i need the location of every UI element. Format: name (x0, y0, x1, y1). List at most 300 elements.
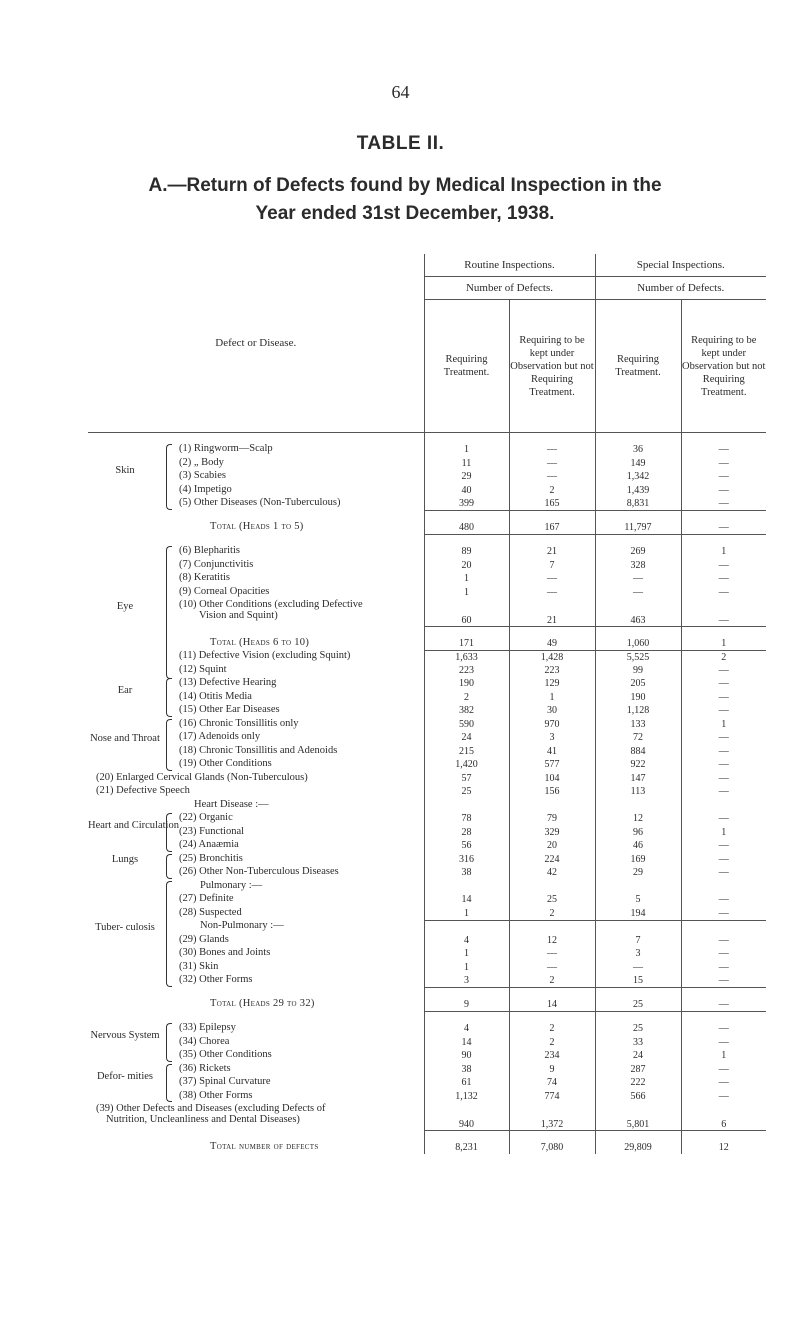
value-st: 147 (595, 772, 681, 786)
table-row (88, 497, 766, 511)
value-ro (509, 880, 595, 894)
value-rt: 1 (424, 961, 509, 975)
table-row (88, 457, 766, 471)
value-ro: 42 (509, 866, 595, 880)
value-so: — (681, 457, 766, 471)
defect-label-text: Pulmonary :— (200, 879, 263, 891)
defect-label (179, 691, 424, 702)
defect-label-cell (88, 785, 424, 799)
defect-label-text: (10) Other Conditions (excluding Defective (179, 599, 363, 610)
value-so: — (681, 731, 766, 745)
routine-inspections-header: Routine Inspections. (424, 254, 595, 277)
defect-label-cell (88, 907, 424, 921)
value-rt: 14 (424, 1036, 509, 1050)
defect-label-text: (24) Anaæmia (179, 839, 239, 850)
value-so: 1 (681, 637, 766, 651)
value-so: — (681, 785, 766, 799)
value-st: 96 (595, 826, 681, 840)
defect-column-header: Defect or Disease. (88, 254, 424, 433)
value-rt: 40 (424, 484, 509, 498)
value-st: 1,060 (595, 637, 681, 651)
defect-label-text: (39) Other Defects and Diseases (excluding Defects of (96, 1103, 326, 1114)
value-so: — (681, 853, 766, 867)
defect-label (179, 664, 424, 675)
value-so: — (681, 559, 766, 573)
defect-label-cell (88, 1141, 424, 1155)
defect-label-cell (88, 1049, 424, 1063)
defect-label-text: (32) Other Forms (179, 974, 253, 985)
defect-label-cell (88, 470, 424, 484)
total-row (88, 521, 766, 535)
defect-label (179, 934, 424, 945)
defect-label-cell (88, 772, 424, 786)
value-ro: 129 (509, 677, 595, 691)
value-ro: 49 (509, 637, 595, 651)
defect-label-text: (16) Chronic Tonsillitis only (179, 717, 299, 729)
value-so: — (681, 470, 766, 484)
table-row (88, 866, 766, 880)
value-ro: 970 (509, 718, 595, 732)
total-row (88, 637, 766, 651)
value-so: — (681, 974, 766, 988)
value-st: 3 (595, 947, 681, 961)
defect-label (179, 866, 424, 877)
defect-label-text: (18) Chronic Tonsillitis and Adenoids (179, 744, 338, 756)
value-so: — (681, 934, 766, 948)
value-rt: 8,231 (424, 1141, 509, 1155)
value-ro: 20 (509, 839, 595, 853)
value-rt: 1,420 (424, 758, 509, 772)
value-st: 99 (595, 664, 681, 678)
value-ro: 577 (509, 758, 595, 772)
value-rt: 14 (424, 893, 509, 907)
value-rt: 1 (424, 947, 509, 961)
defect-label-cell (88, 866, 424, 880)
table-row (88, 1036, 766, 1050)
defect-label (179, 545, 424, 556)
defect-label (179, 1022, 424, 1033)
defect-label-cell (88, 758, 424, 772)
value-so: — (681, 1036, 766, 1050)
value-st (595, 920, 681, 934)
value-st: 11,797 (595, 521, 681, 535)
table-row (88, 934, 766, 948)
group-label-heart: Heart and Circulation (88, 820, 179, 832)
defect-label-cell (88, 934, 424, 948)
value-rt: 215 (424, 745, 509, 759)
total-label: Total (Heads 6 to 10) (210, 636, 310, 648)
value-st (595, 880, 681, 894)
value-ro: 165 (509, 497, 595, 511)
defect-label (200, 920, 424, 931)
value-st: 15 (595, 974, 681, 988)
value-st: 269 (595, 545, 681, 559)
value-so: 2 (681, 650, 766, 664)
value-st: 194 (595, 907, 681, 921)
value-rt: 56 (424, 839, 509, 853)
defect-label (179, 650, 424, 661)
table-row (88, 880, 766, 894)
value-st: 190 (595, 691, 681, 705)
defect-label (179, 497, 424, 508)
table-row (88, 586, 766, 600)
table-row (88, 812, 766, 826)
heading-line-1: A.—Return of Defects found by Medical Inspection in the (148, 175, 662, 196)
defect-label-text: (19) Other Conditions (179, 758, 272, 769)
table-row (88, 559, 766, 573)
group-label-defor: Defor- mities (96, 1070, 154, 1082)
value-rt: 1,633 (424, 650, 509, 664)
value-st: 113 (595, 785, 681, 799)
defect-label-cell (88, 586, 424, 600)
defect-label-cell (88, 974, 424, 988)
value-so: — (681, 1022, 766, 1036)
defect-label-cell (88, 998, 424, 1012)
value-ro: 234 (509, 1049, 595, 1063)
table-row (88, 691, 766, 705)
defect-label (179, 470, 424, 481)
defect-label-text: (9) Corneal Opacities (179, 585, 270, 597)
spacer-row (88, 1012, 766, 1023)
value-rt: 316 (424, 853, 509, 867)
table-row (88, 974, 766, 988)
defect-label-cell (88, 457, 424, 471)
value-st: 5,525 (595, 650, 681, 664)
table-row (88, 893, 766, 907)
spacer-row (88, 535, 766, 546)
value-st: 328 (595, 559, 681, 573)
table-row (88, 484, 766, 498)
value-st: 169 (595, 853, 681, 867)
value-rt: 20 (424, 559, 509, 573)
spacer-row (88, 626, 766, 637)
value-ro: 2 (509, 907, 595, 921)
defect-label-cell (88, 559, 424, 573)
value-rt: 590 (424, 718, 509, 732)
defect-label-text: (34) Chorea (179, 1035, 230, 1047)
value-so: — (681, 497, 766, 511)
defect-label-cell (88, 1090, 424, 1104)
table-row (88, 443, 766, 457)
value-ro (509, 799, 595, 813)
table-row (88, 1049, 766, 1063)
value-rt: 4 (424, 934, 509, 948)
defect-label (96, 772, 424, 783)
value-so: 1 (681, 545, 766, 559)
defect-label (179, 853, 424, 864)
value-so: — (681, 572, 766, 586)
defect-label-cell (88, 637, 424, 651)
table-row (88, 907, 766, 921)
value-st: 884 (595, 745, 681, 759)
table-row (88, 826, 766, 840)
defect-label-text: (1) Ringworm—Scalp (179, 443, 273, 454)
defect-label-cell (88, 650, 424, 664)
value-ro: 2 (509, 484, 595, 498)
value-so: — (681, 443, 766, 457)
defect-label-cell (88, 1036, 424, 1050)
defect-label (179, 731, 424, 742)
value-st: 72 (595, 731, 681, 745)
value-st: 5 (595, 893, 681, 907)
special-requiring-observation-header: Requiring to be kept under Observation but not Requiring Treatment. (681, 300, 766, 433)
value-so: — (681, 839, 766, 853)
spacer-row (88, 433, 766, 444)
value-rt (424, 880, 509, 894)
table-row (88, 853, 766, 867)
value-so: — (681, 1076, 766, 1090)
defect-label-text: (12) Squint (179, 663, 227, 675)
value-st: 29 (595, 866, 681, 880)
table-row (88, 799, 766, 813)
value-rt: 9 (424, 998, 509, 1012)
defect-label-text-2: Nutrition, Uncleanliness and Dental Diseases) (106, 1114, 300, 1125)
value-so: — (681, 745, 766, 759)
value-ro: 156 (509, 785, 595, 799)
defect-label (179, 572, 424, 583)
defect-label-text: (31) Skin (179, 960, 219, 972)
group-label-tuber: Tuber- culosis (95, 921, 155, 933)
defect-label (179, 745, 424, 756)
group-label-eye: Eye (116, 600, 134, 612)
value-so: — (681, 1063, 766, 1077)
value-st: — (595, 586, 681, 600)
defect-label (200, 880, 424, 891)
table-row (88, 704, 766, 718)
defect-label-text: (21) Defective Speech (96, 785, 190, 796)
value-st: 25 (595, 1022, 681, 1036)
defect-label (96, 785, 424, 796)
defect-label-cell (88, 799, 424, 813)
value-rt: 11 (424, 457, 509, 471)
value-ro: 223 (509, 664, 595, 678)
table-row (88, 1103, 766, 1130)
group-label-nervous: Nervous System (90, 1030, 160, 1042)
value-rt: 60 (424, 599, 509, 626)
defect-label-cell (88, 839, 424, 853)
value-ro: 41 (509, 745, 595, 759)
value-so: — (681, 599, 766, 626)
table-row (88, 545, 766, 559)
defect-label-cell (88, 826, 424, 840)
defect-label (179, 586, 424, 597)
defect-label-cell (88, 1103, 424, 1130)
value-rt: 399 (424, 497, 509, 511)
defect-label (179, 947, 424, 958)
value-rt: 25 (424, 785, 509, 799)
defect-label-text: (36) Rickets (179, 1062, 231, 1074)
value-ro: — (509, 470, 595, 484)
value-ro: 224 (509, 853, 595, 867)
defect-label-cell (88, 572, 424, 586)
value-st: — (595, 572, 681, 586)
group-label-ear: Ear (117, 685, 133, 697)
defect-label-text: (33) Epilepsy (179, 1022, 236, 1033)
value-so: 1 (681, 1049, 766, 1063)
value-rt (424, 920, 509, 934)
value-rt: 57 (424, 772, 509, 786)
value-ro: 79 (509, 812, 595, 826)
value-ro: 104 (509, 772, 595, 786)
value-rt: 480 (424, 521, 509, 535)
defect-label-text: (38) Other Forms (179, 1089, 253, 1101)
defect-label-text: (27) Definite (179, 893, 234, 904)
value-rt: 90 (424, 1049, 509, 1063)
value-st: 7 (595, 934, 681, 948)
value-ro: 1,428 (509, 650, 595, 664)
defect-label (179, 826, 424, 837)
total-label: Total number of defects (210, 1140, 319, 1152)
group-label-nose: Nose and Throat (90, 732, 160, 744)
table-row (88, 1076, 766, 1090)
defect-label (179, 974, 424, 985)
value-ro: 74 (509, 1076, 595, 1090)
defect-label (179, 893, 424, 904)
defect-label (194, 799, 424, 810)
defects-table (88, 254, 766, 1154)
defect-label (179, 704, 424, 715)
table-row (88, 961, 766, 975)
value-so (681, 799, 766, 813)
defect-label-text: (29) Glands (179, 933, 229, 945)
special-inspections-header: Special Inspections. (595, 254, 766, 277)
table-row (88, 731, 766, 745)
value-ro: 3 (509, 731, 595, 745)
defect-label-text: (8) Keratitis (179, 572, 231, 583)
defect-label (179, 1090, 424, 1101)
table-heading (80, 172, 730, 228)
value-so: — (681, 664, 766, 678)
value-so: — (681, 893, 766, 907)
defect-label-cell (88, 745, 424, 759)
defect-label-text: (4) Impetigo (179, 483, 232, 495)
value-rt: 38 (424, 1063, 509, 1077)
defect-label-text: (11) Defective Vision (excluding Squint) (179, 650, 351, 661)
routine-requiring-treatment-header: Requiring Treatment. (424, 300, 509, 433)
value-st: 463 (595, 599, 681, 626)
value-rt: 3 (424, 974, 509, 988)
defect-label-cell (88, 664, 424, 678)
table-row (88, 718, 766, 732)
value-ro: 30 (509, 704, 595, 718)
value-rt: 1 (424, 586, 509, 600)
table-row (88, 920, 766, 934)
value-rt: 61 (424, 1076, 509, 1090)
value-st: 287 (595, 1063, 681, 1077)
value-ro: — (509, 961, 595, 975)
table-row (88, 839, 766, 853)
defect-label-cell (88, 893, 424, 907)
defect-label-cell (88, 1076, 424, 1090)
value-rt: 2 (424, 691, 509, 705)
defect-label (179, 1076, 424, 1087)
value-ro: 14 (509, 998, 595, 1012)
value-ro: 21 (509, 599, 595, 626)
defect-label-text: Heart Disease :— (194, 798, 269, 810)
defect-label (179, 1063, 424, 1074)
value-st: 12 (595, 812, 681, 826)
table-row (88, 599, 766, 626)
value-so: — (681, 691, 766, 705)
value-ro: 21 (509, 545, 595, 559)
defect-label-text: (35) Other Conditions (179, 1049, 272, 1060)
value-ro: — (509, 572, 595, 586)
defect-label (179, 1049, 424, 1060)
defect-label-text: (13) Defective Hearing (179, 677, 277, 688)
table-row (88, 572, 766, 586)
defect-label-cell (88, 853, 424, 867)
value-st: 566 (595, 1090, 681, 1104)
value-so (681, 880, 766, 894)
value-rt: 940 (424, 1103, 509, 1130)
defect-label-text: (22) Organic (179, 812, 233, 823)
defect-label (179, 599, 424, 621)
value-st (595, 799, 681, 813)
value-so: — (681, 947, 766, 961)
defect-label-text: (5) Other Diseases (Non-Tuberculous) (179, 497, 341, 508)
defect-label (179, 559, 424, 570)
value-ro: 25 (509, 893, 595, 907)
defect-label-text: (6) Blepharitis (179, 545, 240, 556)
value-ro: 2 (509, 974, 595, 988)
value-rt: 24 (424, 731, 509, 745)
defect-label (179, 484, 424, 495)
value-rt: 89 (424, 545, 509, 559)
defect-label (179, 907, 424, 918)
table-row (88, 785, 766, 799)
value-so: — (681, 772, 766, 786)
value-rt: 190 (424, 677, 509, 691)
table-row (88, 664, 766, 678)
value-st: 1,128 (595, 704, 681, 718)
value-ro: — (509, 947, 595, 961)
value-ro (509, 920, 595, 934)
value-so: — (681, 812, 766, 826)
defect-label-text: (14) Otitis Media (179, 690, 252, 702)
table-row (88, 1022, 766, 1036)
value-so: — (681, 961, 766, 975)
value-st: 33 (595, 1036, 681, 1050)
defect-label-cell (88, 920, 424, 934)
defect-label (96, 1103, 424, 1125)
value-ro: 9 (509, 1063, 595, 1077)
total-row (88, 1141, 766, 1155)
routine-number-of-defects-header: Number of Defects. (424, 277, 595, 300)
value-ro: 1 (509, 691, 595, 705)
value-st: 5,801 (595, 1103, 681, 1130)
total-label: Total (Heads 1 to 5) (210, 521, 304, 532)
table-row (88, 947, 766, 961)
defect-label-cell (88, 497, 424, 511)
value-st: 46 (595, 839, 681, 853)
table-row (88, 1063, 766, 1077)
defect-label-text: (30) Bones and Joints (179, 947, 271, 958)
value-st: 922 (595, 758, 681, 772)
group-label-skin: Skin (115, 464, 135, 476)
value-ro: 7,080 (509, 1141, 595, 1155)
defect-label (179, 1036, 424, 1047)
value-rt: 1,132 (424, 1090, 509, 1104)
value-so: 12 (681, 1141, 766, 1155)
value-ro: — (509, 586, 595, 600)
value-st: 222 (595, 1076, 681, 1090)
heading-line-2: Year ended 31st December, 1938. (255, 203, 555, 224)
value-so: — (681, 907, 766, 921)
table-row (88, 772, 766, 786)
value-st: 205 (595, 677, 681, 691)
special-number-of-defects-header: Number of Defects. (595, 277, 766, 300)
value-st: 149 (595, 457, 681, 471)
